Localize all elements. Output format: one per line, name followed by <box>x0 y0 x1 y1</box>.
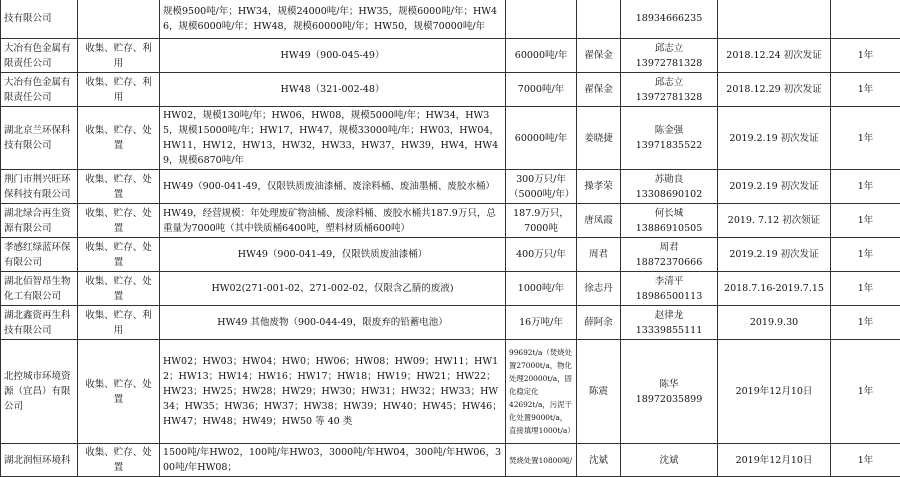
capacity-cell: 99692t/a（焚烧处置27000t/a，物化处理20000t/a，固化稳定化42692t/a，污泥干化处置9000t/a，直接填埋1000t/a） <box>506 340 577 444</box>
contact-phone: 13971835522 <box>624 138 714 153</box>
table-row <box>1 107 900 170</box>
legal-cell: 沈斌 <box>577 444 621 477</box>
table-row <box>1 170 900 204</box>
valid-cell: 1年 <box>831 444 900 477</box>
contact-phone: 18872370666 <box>624 255 714 270</box>
capacity-cell: 60000吨/年 <box>506 107 577 170</box>
contact-phone: 13972781328 <box>624 90 714 105</box>
table-row <box>1 39 900 73</box>
company-cell: 湖北润恒环境科 <box>1 444 78 477</box>
capacity-cell <box>506 0 577 39</box>
method-cell: 收集、贮存、利用 <box>78 39 160 73</box>
contact-cell <box>621 444 718 477</box>
contact-name: 赵律龙 <box>624 308 714 323</box>
capacity-cell: 1000吨/年 <box>506 272 577 306</box>
contact-cell <box>621 340 718 444</box>
company-cell: 湖北绿合再生资源有限公司 <box>1 204 78 238</box>
capacity-cell: 300万只/年（5000吨/年） <box>506 170 577 204</box>
contact-phone: 18972035899 <box>624 392 714 407</box>
contact-phone: 13886910505 <box>624 221 714 236</box>
valid-cell: 1年 <box>831 204 900 238</box>
waste-cell: HW49 其他废物（900-044-49，限废弃的铅蓄电池） <box>160 306 506 340</box>
contact-cell <box>621 238 718 272</box>
method-cell: 收集、贮存、处置 <box>78 204 160 238</box>
table-row <box>1 238 900 272</box>
legal-cell: 唐凤霞 <box>577 204 621 238</box>
capacity-cell: 16万吨/年 <box>506 306 577 340</box>
legal-cell: 徐志丹 <box>577 272 621 306</box>
license-cell: 2019.9.30 <box>718 306 831 340</box>
contact-phone: 18986500113 <box>624 289 714 304</box>
contact-phone: 13972781328 <box>624 56 714 71</box>
contact-phone: 13339855111 <box>624 323 714 338</box>
legal-cell: 翟保金 <box>577 39 621 73</box>
waste-cell: 规模9500吨/年；HW34，规模24000吨/年；HW35，规模6000吨/年；HW46，规模6000吨/年；HW48，规模60000吨/年；HW50，规模70000吨/年 <box>160 0 506 39</box>
waste-cell: HW49，经营规模：年处理废矿物油桶、废涂料桶、废胶水桶共187.9万只，总重量为7000吨（其中铁质桶6400吨，塑料材质桶600吨） <box>160 204 506 238</box>
legal-cell: 陈震 <box>577 340 621 444</box>
table-row <box>1 272 900 306</box>
license-cell: 2019. 7.12 初次领证 <box>718 204 831 238</box>
contact-name: 邱志立 <box>624 75 714 90</box>
legal-cell: 周君 <box>577 238 621 272</box>
license-cell: 2019年12月10日 <box>718 340 831 444</box>
capacity-cell: 7000吨/年 <box>506 73 577 107</box>
waste-cell: HW49（900-041-49，仅限铁质废油漆桶、废涂料桶、废油墨桶、废胶水桶） <box>160 170 506 204</box>
license-cell: 2019.2.19 初次发证 <box>718 238 831 272</box>
contact-cell <box>621 107 718 170</box>
contact-cell <box>621 272 718 306</box>
contact-phone: 13308690102 <box>624 187 714 202</box>
company-cell: 大冶有色金属有限责任公司 <box>1 39 78 73</box>
company-cell: 荆门市荆兴旺环保科技有限公司 <box>1 170 78 204</box>
legal-cell: 姜晓捷 <box>577 107 621 170</box>
legal-cell: 翟保金 <box>577 73 621 107</box>
contact-cell <box>621 204 718 238</box>
capacity-cell: 400万只/年 <box>506 238 577 272</box>
contact-name: 何长城 <box>624 206 714 221</box>
contact-name: 邱志立 <box>624 41 714 56</box>
legal-cell: 操孝荣 <box>577 170 621 204</box>
waste-cell: HW49（900-041-49，仅限铁质废油漆桶） <box>160 238 506 272</box>
valid-cell: 1年 <box>831 238 900 272</box>
company-cell: 孝感红绿蓝环保有限公司 <box>1 238 78 272</box>
contact-name: 沈斌 <box>624 453 714 468</box>
capacity-cell: 60000吨/年 <box>506 39 577 73</box>
company-cell: 北控城市环境资源（宜昌）有限公司 <box>1 340 78 444</box>
contact-name: 李清平 <box>624 274 714 289</box>
company-cell: 技有限公司 <box>1 0 78 39</box>
valid-cell: 1年 <box>831 272 900 306</box>
method-cell: 收集、贮存、利用 <box>78 306 160 340</box>
table-row <box>1 340 900 444</box>
table-row <box>1 444 900 477</box>
valid-cell: 1年 <box>831 340 900 444</box>
contact-cell <box>621 306 718 340</box>
method-cell: 收集、贮存、处置 <box>78 238 160 272</box>
license-cell: 2019年12月10日 <box>718 444 831 477</box>
valid-cell <box>831 0 900 39</box>
waste-cell: HW02；HW03；HW04；HW0；HW06；HW08；HW09；HW11；HW12；HW13；HW14；HW16；HW17；HW18；HW19；HW21；HW22；HW23；HW25；HW28；HW29；HW30；HW31；HW32；HW33；HW34；HW35；HW36；HW37；HW38；HW39；HW40；HW45；HW46；HW47；HW48；HW49；HW50 等 40 类 <box>160 340 506 444</box>
valid-cell: 1年 <box>831 170 900 204</box>
contact-cell <box>621 39 718 73</box>
company-cell: 湖北佰智昂生物化工有限公司 <box>1 272 78 306</box>
table-row <box>1 73 900 107</box>
license-cell <box>718 0 831 39</box>
license-cell: 2019.2.19 初次发证 <box>718 107 831 170</box>
table-row <box>1 0 900 39</box>
license-cell: 2018.12.24 初次发证 <box>718 39 831 73</box>
waste-cell: HW48（321-002-48） <box>160 73 506 107</box>
capacity-cell: 焚烧处置10800吨/ <box>506 444 577 477</box>
waste-cell: 1500吨/年HW02，100吨/年HW03，3000吨/年HW04，300吨/年HW06，300吨/年HW08； <box>160 444 506 477</box>
contact-cell <box>621 73 718 107</box>
license-cell: 2018.7.16-2019.7.15 <box>718 272 831 306</box>
contact-name: 周君 <box>624 240 714 255</box>
company-cell: 湖北京兰环保科技有限公司 <box>1 107 78 170</box>
company-cell: 大冶有色金属有限责任公司 <box>1 73 78 107</box>
contact-phone: 18934666235 <box>624 11 714 26</box>
contact-name: 陈华 <box>624 377 714 392</box>
table-row <box>1 204 900 238</box>
valid-cell: 1年 <box>831 39 900 73</box>
method-cell: 收集、贮存、处置 <box>78 340 160 444</box>
valid-cell: 1年 <box>831 107 900 170</box>
company-cell: 湖北鑫资再生科技有限公司 <box>1 306 78 340</box>
waste-cell: HW02，规模130吨/年；HW06，HW08，规模5000吨/年；HW34，HW35，规模15000吨/年；HW17，HW47，规模33000吨/年；HW03，HW04，HW11，HW12，HW13，HW32，HW33，HW37，HW39，HW4，HW49，规模6870吨/年 <box>160 107 506 170</box>
capacity-cell: 187.9万只，7000吨 <box>506 204 577 238</box>
legal-cell <box>577 0 621 39</box>
table-row <box>1 306 900 340</box>
method-cell: 收集、贮存、处置 <box>78 170 160 204</box>
method-cell: 收集、贮存、处置 <box>78 107 160 170</box>
method-cell <box>78 0 160 39</box>
license-cell: 2018.12.29 初次发证 <box>718 73 831 107</box>
waste-cell: HW02(271-001-02、271-002-02，仅限含乙腈的废液) <box>160 272 506 306</box>
contact-cell <box>621 0 718 39</box>
valid-cell: 1年 <box>831 73 900 107</box>
waste-cell: HW49（900-045-49） <box>160 39 506 73</box>
contact-name: 陈金强 <box>624 123 714 138</box>
valid-cell: 1年 <box>831 306 900 340</box>
legal-cell: 薛阿余 <box>577 306 621 340</box>
contact-cell <box>621 170 718 204</box>
method-cell: 收集、贮存、处置 <box>78 444 160 477</box>
method-cell: 收集、贮存、利用 <box>78 73 160 107</box>
license-cell: 2019.2.19 初次发证 <box>718 170 831 204</box>
method-cell: 收集、贮存、处置 <box>78 272 160 306</box>
contact-name: 苏勋良 <box>624 172 714 187</box>
